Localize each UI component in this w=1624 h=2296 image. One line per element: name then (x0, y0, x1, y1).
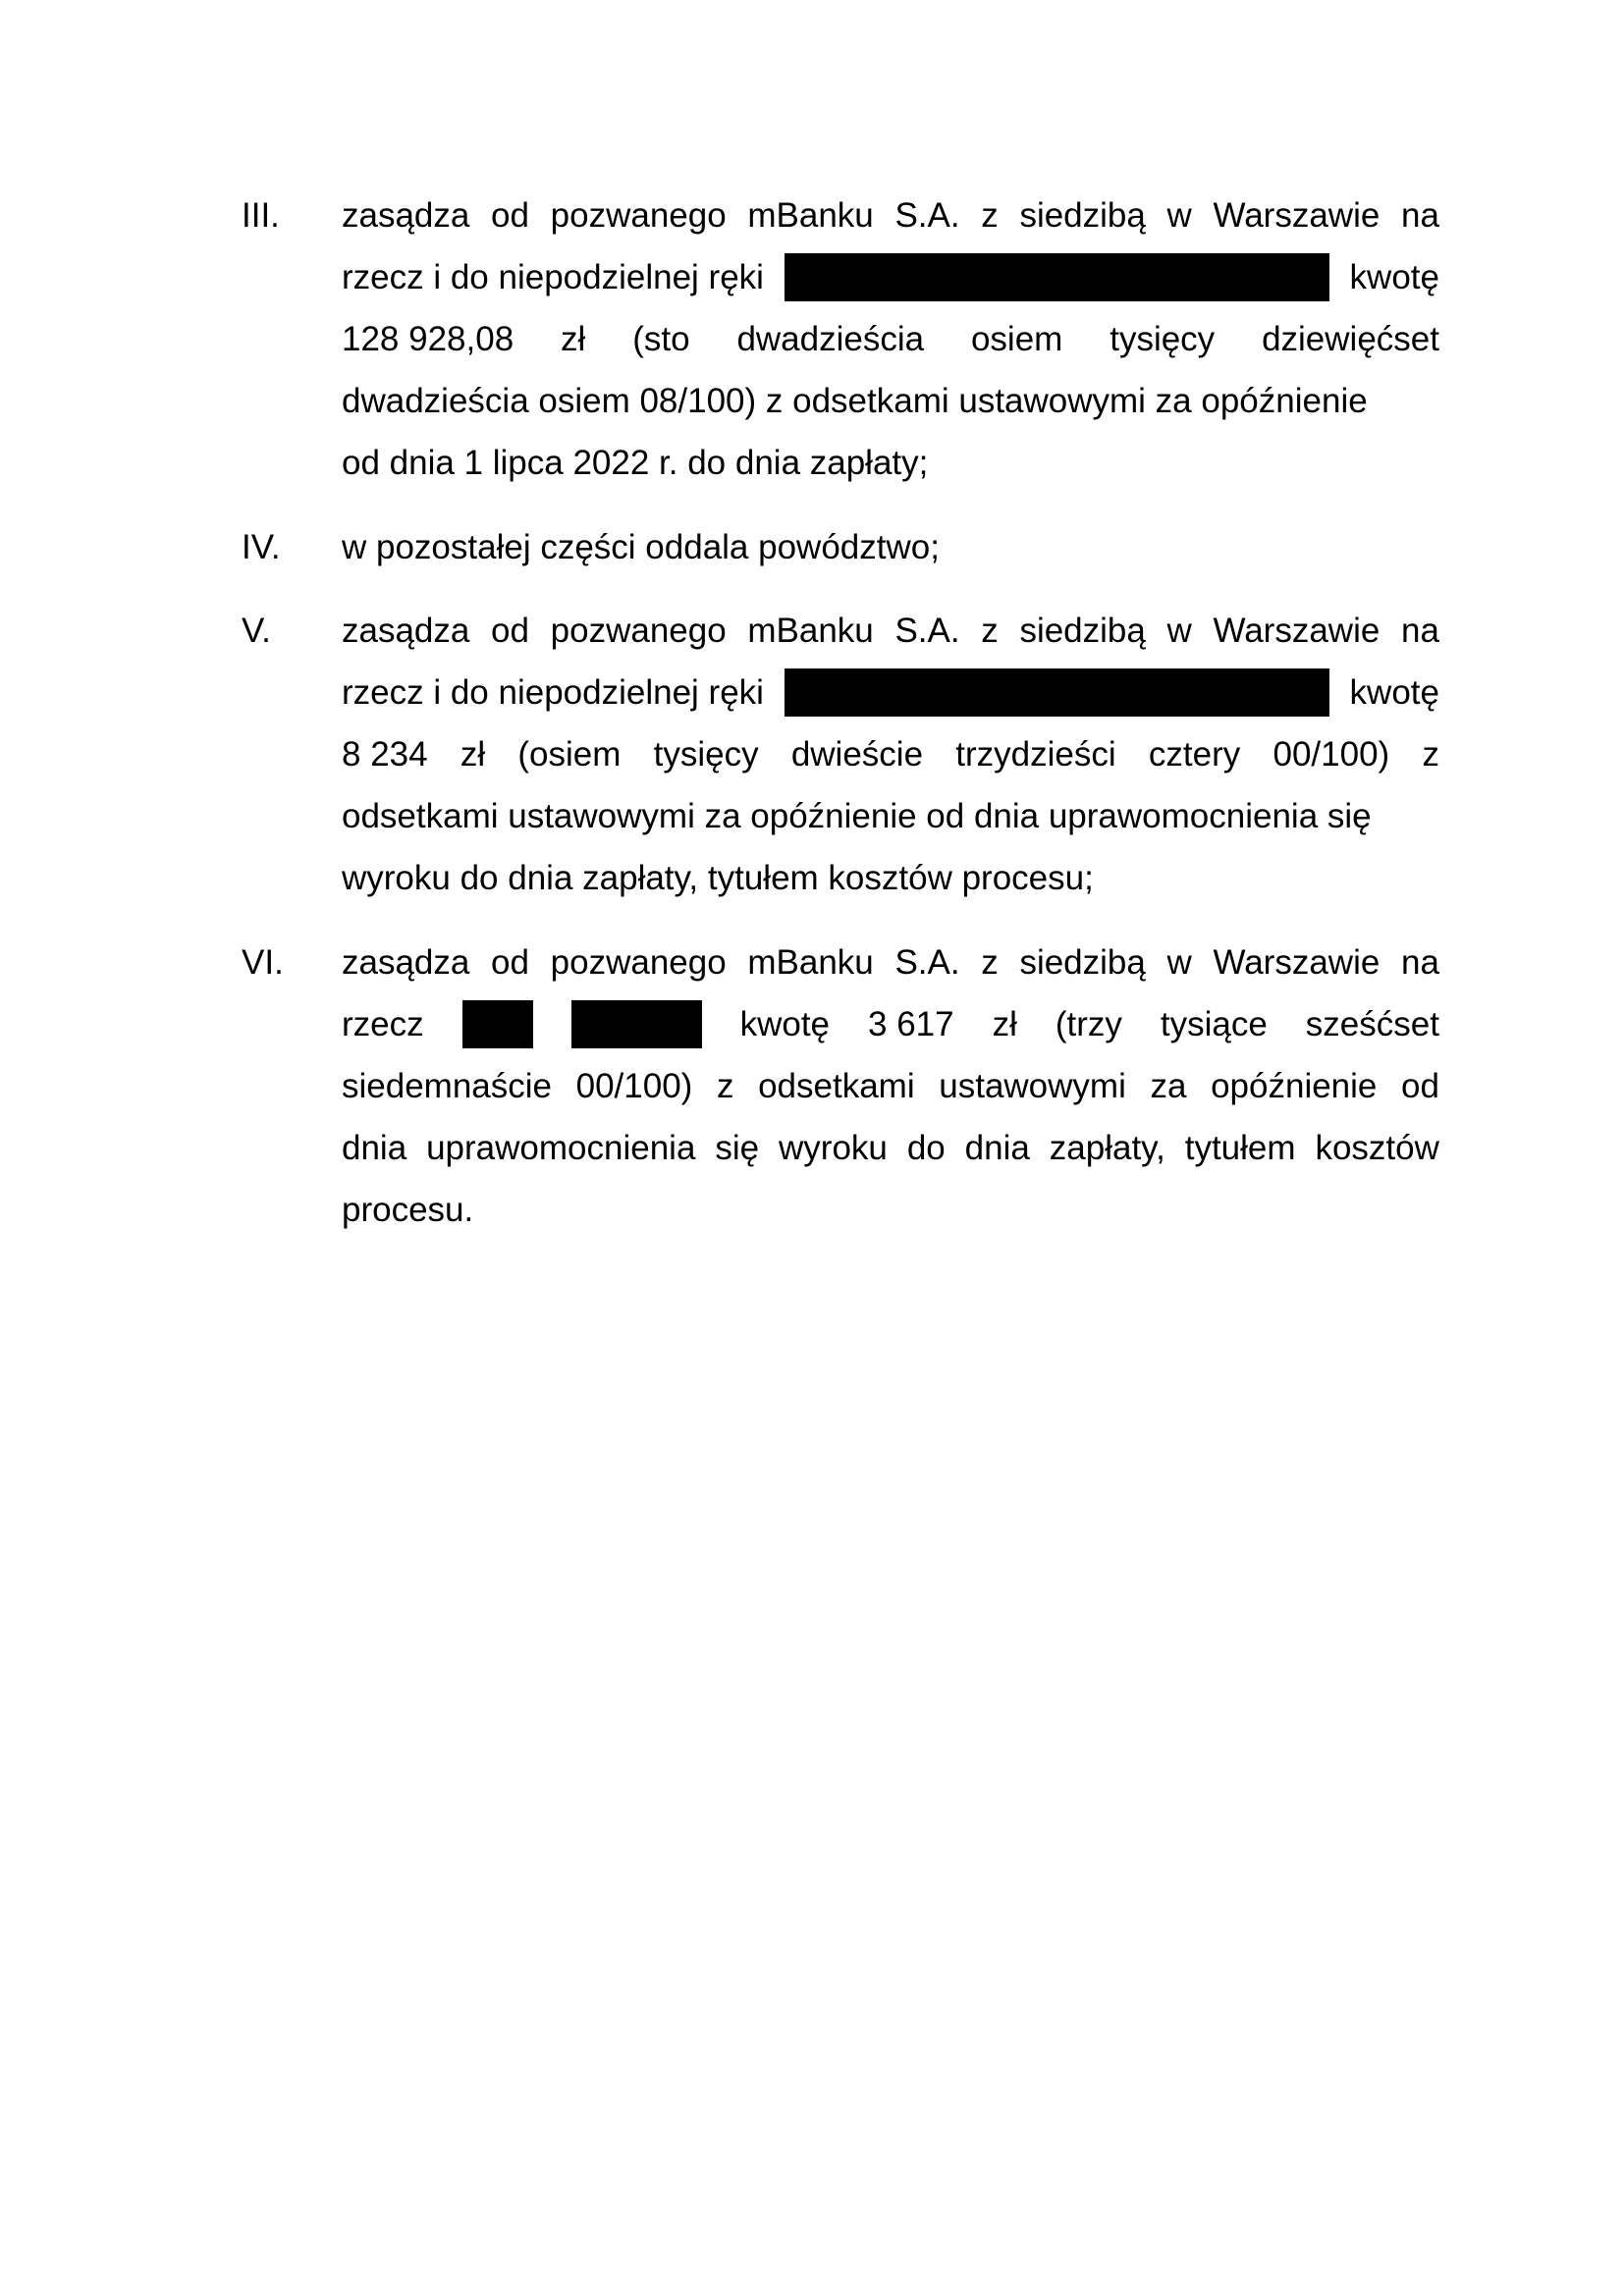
text-line: wyroku do dnia zapłaty, tytułem kosztów procesu; (342, 859, 1094, 897)
text-line: odsetkami ustawowymi za opóźnienie od dnia uprawomocnienia się (342, 797, 1372, 835)
item-number: VI. (242, 943, 284, 982)
text-line: dwadzieścia osiem 08/100) z odsetkami ustawowymi za opóźnienie (342, 382, 1368, 420)
text-line: siedemnaście 00/100) z odsetkami ustawowymi za opóźnienie od (342, 1067, 1439, 1105)
redaction-bar (462, 1000, 533, 1048)
text-line: dnia uprawomocnienia się wyroku do dnia zapłaty, tytułem kosztów (342, 1129, 1439, 1167)
text-line: rzecz i do niepodzielnej ręki kwotę (342, 246, 1439, 308)
text-line: zasądza od pozwanego mBanku S.A. z siedzibą w Warszawie na (342, 196, 1439, 235)
text-line: zasądza od pozwanego mBanku S.A. z siedzibą w Warszawie na (342, 943, 1439, 982)
text-line: procesu. (342, 1191, 474, 1229)
item-number: III. (242, 196, 280, 235)
redaction-bar (785, 668, 1329, 717)
item-number: V. (242, 612, 271, 650)
text-line: rzecz kwotę 3 617 zł (trzy tysiące sześćset (342, 993, 1439, 1055)
text-line: 8 234 zł (osiem tysięcy dwieście trzydzieści cztery 00/100) z (342, 735, 1439, 774)
item-number: IV. (242, 528, 281, 566)
redaction-bar (571, 1000, 702, 1048)
text-line: 128 928,08 zł (sto dwadzieścia osiem tysięcy dziewięćset (342, 320, 1439, 358)
text-line: zasądza od pozwanego mBanku S.A. z siedzibą w Warszawie na (342, 612, 1439, 650)
text-line: w pozostałej części oddala powództwo; (342, 528, 940, 566)
text-line: od dnia 1 lipca 2022 r. do dnia zapłaty; (342, 444, 929, 482)
redaction-bar (785, 253, 1329, 301)
text-line: rzecz i do niepodzielnej ręki kwotę (342, 662, 1439, 723)
